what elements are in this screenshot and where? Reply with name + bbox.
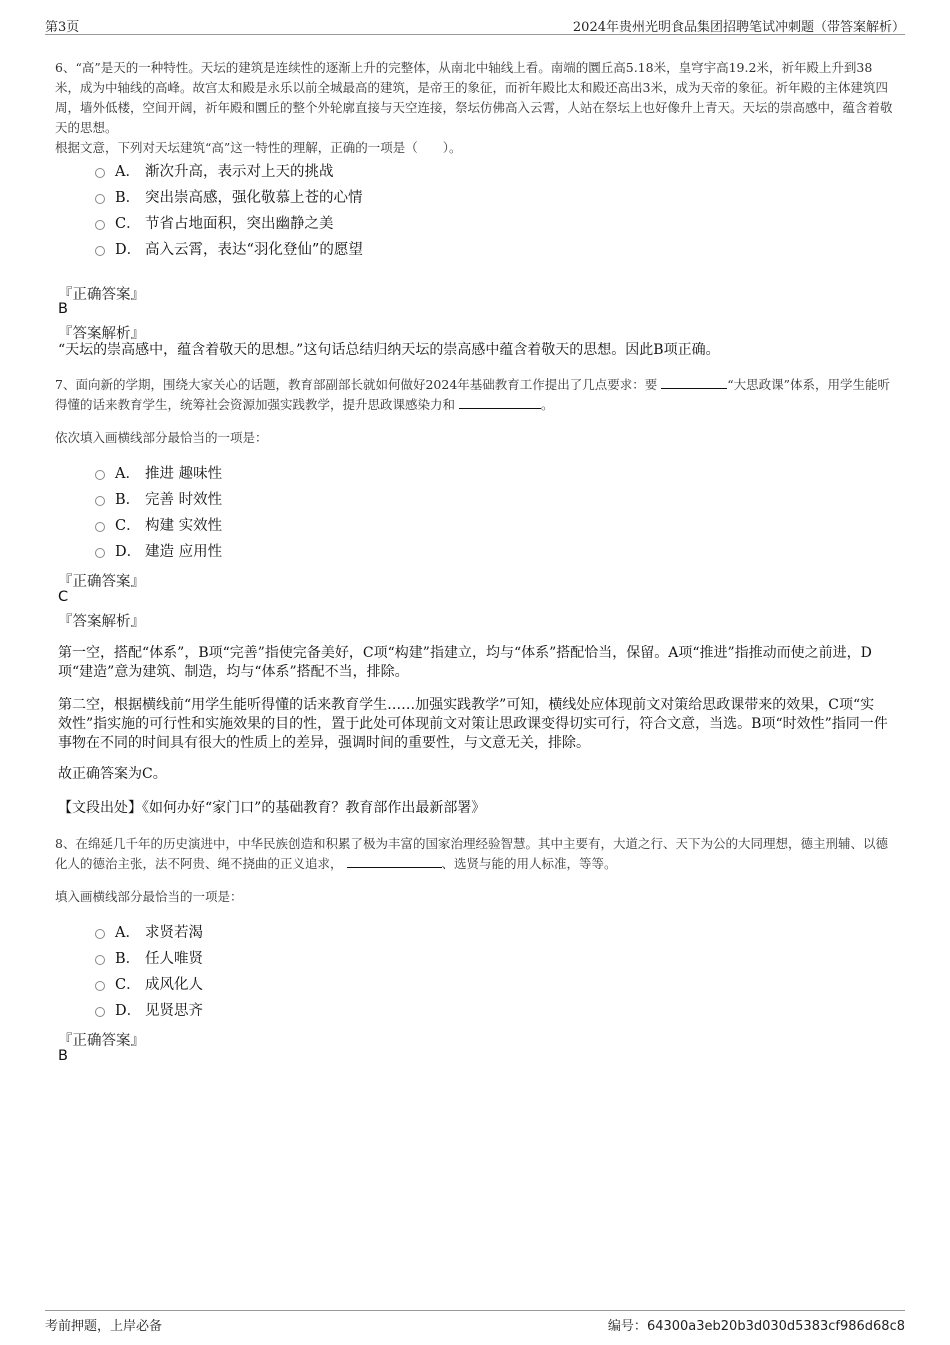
- question-7-analysis-2: 第二空，根据横线前“用学生能听得懂的话来教育学生……加强实践教学”可知，横线处应体现前文对策给思政课带来的效果，C项“实效性”指实施的可行性和实施效果的目的性，置于此处可体现前文对策让思政课变得切实可行，符合文意，当选。B项“时效性”指同一件事物在不同的时间具有很大的性质上的差异，强调时间的重要性，与文意无关，排除。: [58, 697, 888, 751]
- question-7-option-d[interactable]: D． 建造 应用性: [95, 539, 222, 565]
- correct-answer-label: 『正确答案』: [58, 1033, 145, 1049]
- analysis-label: 『答案解析』: [58, 326, 145, 342]
- question-8-options: [95, 920, 203, 1024]
- footer-slogan: 考前押题，上岸必备: [45, 1319, 163, 1334]
- radio-icon[interactable]: [95, 168, 105, 178]
- question-7-passage: 7、面向新的学期，围绕大家关心的话题，教育部副部长就如何做好2024年基础教育工作提出了几点要求：要 “大思政课”体系，用学生能听得懂的话来教育学生，统筹社会资源加强实践教学，提升思政课感染力和 。: [55, 377, 891, 412]
- question-8-answer: B: [58, 1048, 68, 1064]
- question-7-analysis-3: 故正确答案为C。: [58, 766, 167, 782]
- question-6-option-c[interactable]: C． 节省占地面积，突出幽静之美: [95, 211, 363, 237]
- radio-icon[interactable]: [95, 929, 105, 939]
- question-8-passage: 8、在绵延几千年的历史演进中，中华民族创造和积累了极为丰富的国家治理经验智慧。其中主要有，大道之行、天下为公的大同理想，德主刑辅、以德化人的德治主张，法不阿贵、绳不挠曲的正义追求， 、选贤与能的用人标准，等等。: [55, 836, 888, 871]
- page-footer: [45, 1310, 905, 1335]
- question-7-answer: C: [58, 589, 69, 605]
- correct-answer-label: 『正确答案』: [58, 287, 145, 303]
- question-6-option-b[interactable]: B． 突出崇高感，强化敬慕上苍的心情: [95, 185, 363, 211]
- blank-line: [459, 396, 541, 409]
- question-8-stem-wrap: [55, 887, 897, 907]
- correct-answer-label: 『正确答案』: [58, 574, 145, 590]
- question-8: [55, 834, 897, 874]
- radio-icon[interactable]: [95, 220, 105, 230]
- radio-icon[interactable]: [95, 981, 105, 991]
- question-6-options: [95, 159, 363, 263]
- blank-line: [347, 855, 442, 868]
- question-7: [55, 375, 897, 415]
- question-7-analysis-1: 第一空，搭配“体系”，B项“完善”指使完备美好，C项“构建”指建立，均与“体系”搭配恰当，保留。A项“推进”指推动而使之前进，D项“建造”意为建筑、制造，均与“体系”搭配不当，排除。: [58, 645, 872, 680]
- radio-icon[interactable]: [95, 955, 105, 965]
- question-6-passage: 6、“高”是天的一种特性。天坛的建筑是连续性的逐渐上升的完整体，从南北中轴线上看。南端的圜丘高5.18米，皇穹宇高19.2米，祈年殿上升到38米，成为中轴线的高峰。故宫太和殿是永乐以前全城最高的建筑，是帝王的象征，而祈年殿比太和殿还高出3米，成为天帝的象征。祈年殿的主体建筑四周，墙外低楼，空间开阔，祈年殿和圜丘的整个外轮廓直接与天空连接，祭坛仿佛高入云霄，人站在祭坛上也好像升上青天。天坛的崇高感中，蕴含着敬天的思想。: [55, 60, 893, 135]
- question-6-option-a[interactable]: A． 渐次升高，表示对上天的挑战: [95, 159, 363, 185]
- question-6-answer: B: [58, 301, 68, 317]
- radio-icon[interactable]: [95, 548, 105, 558]
- analysis-label: 『答案解析』: [58, 614, 145, 630]
- radio-icon[interactable]: [95, 522, 105, 532]
- question-8-option-a[interactable]: A． 求贤若渴: [95, 920, 203, 946]
- question-6: [55, 58, 897, 158]
- radio-icon[interactable]: [95, 246, 105, 256]
- question-7-source: 【文段出处】《如何办好“家门口”的基础教育？教育部作出最新部署》: [58, 800, 486, 816]
- blank-line: [661, 376, 727, 389]
- page-header: [45, 14, 905, 35]
- question-7-options: [95, 461, 222, 565]
- question-7-stem: 依次填入画横线部分最恰当的一项是：: [55, 430, 268, 445]
- radio-icon[interactable]: [95, 1007, 105, 1017]
- question-8-option-d[interactable]: D． 见贤思齐: [95, 998, 203, 1024]
- question-6-option-d[interactable]: D． 高入云霄，表达“羽化登仙”的愿望: [95, 237, 363, 263]
- radio-icon[interactable]: [95, 496, 105, 506]
- question-7-option-a[interactable]: A． 推进 趣味性: [95, 461, 222, 487]
- question-8-option-c[interactable]: C． 成风化人: [95, 972, 203, 998]
- question-7-stem-wrap: [55, 428, 897, 448]
- question-6-analysis: “天坛的崇高感中，蕴含着敬天的思想。”这句话总结归纳天坛的崇高感中蕴含着敬天的思想。因此B项正确。: [58, 342, 720, 358]
- radio-icon[interactable]: [95, 470, 105, 480]
- document-title: 2024年贵州光明食品集团招聘笔试冲刺题（带答案解析）: [572, 20, 905, 35]
- question-7-option-c[interactable]: C． 构建 实效性: [95, 513, 222, 539]
- question-7-option-b[interactable]: B． 完善 时效性: [95, 487, 222, 513]
- radio-icon[interactable]: [95, 194, 105, 204]
- document-code: 编号：64300a3eb20b3d030d5383cf986d68c8: [607, 1319, 905, 1334]
- question-6-stem: 根据文意，下列对天坛建筑“高”这一特性的理解，正确的一项是（ ）。: [55, 140, 462, 155]
- page-number: 第3页: [45, 20, 80, 35]
- question-8-option-b[interactable]: B． 任人唯贤: [95, 946, 203, 972]
- question-8-stem: 填入画横线部分最恰当的一项是：: [55, 889, 243, 904]
